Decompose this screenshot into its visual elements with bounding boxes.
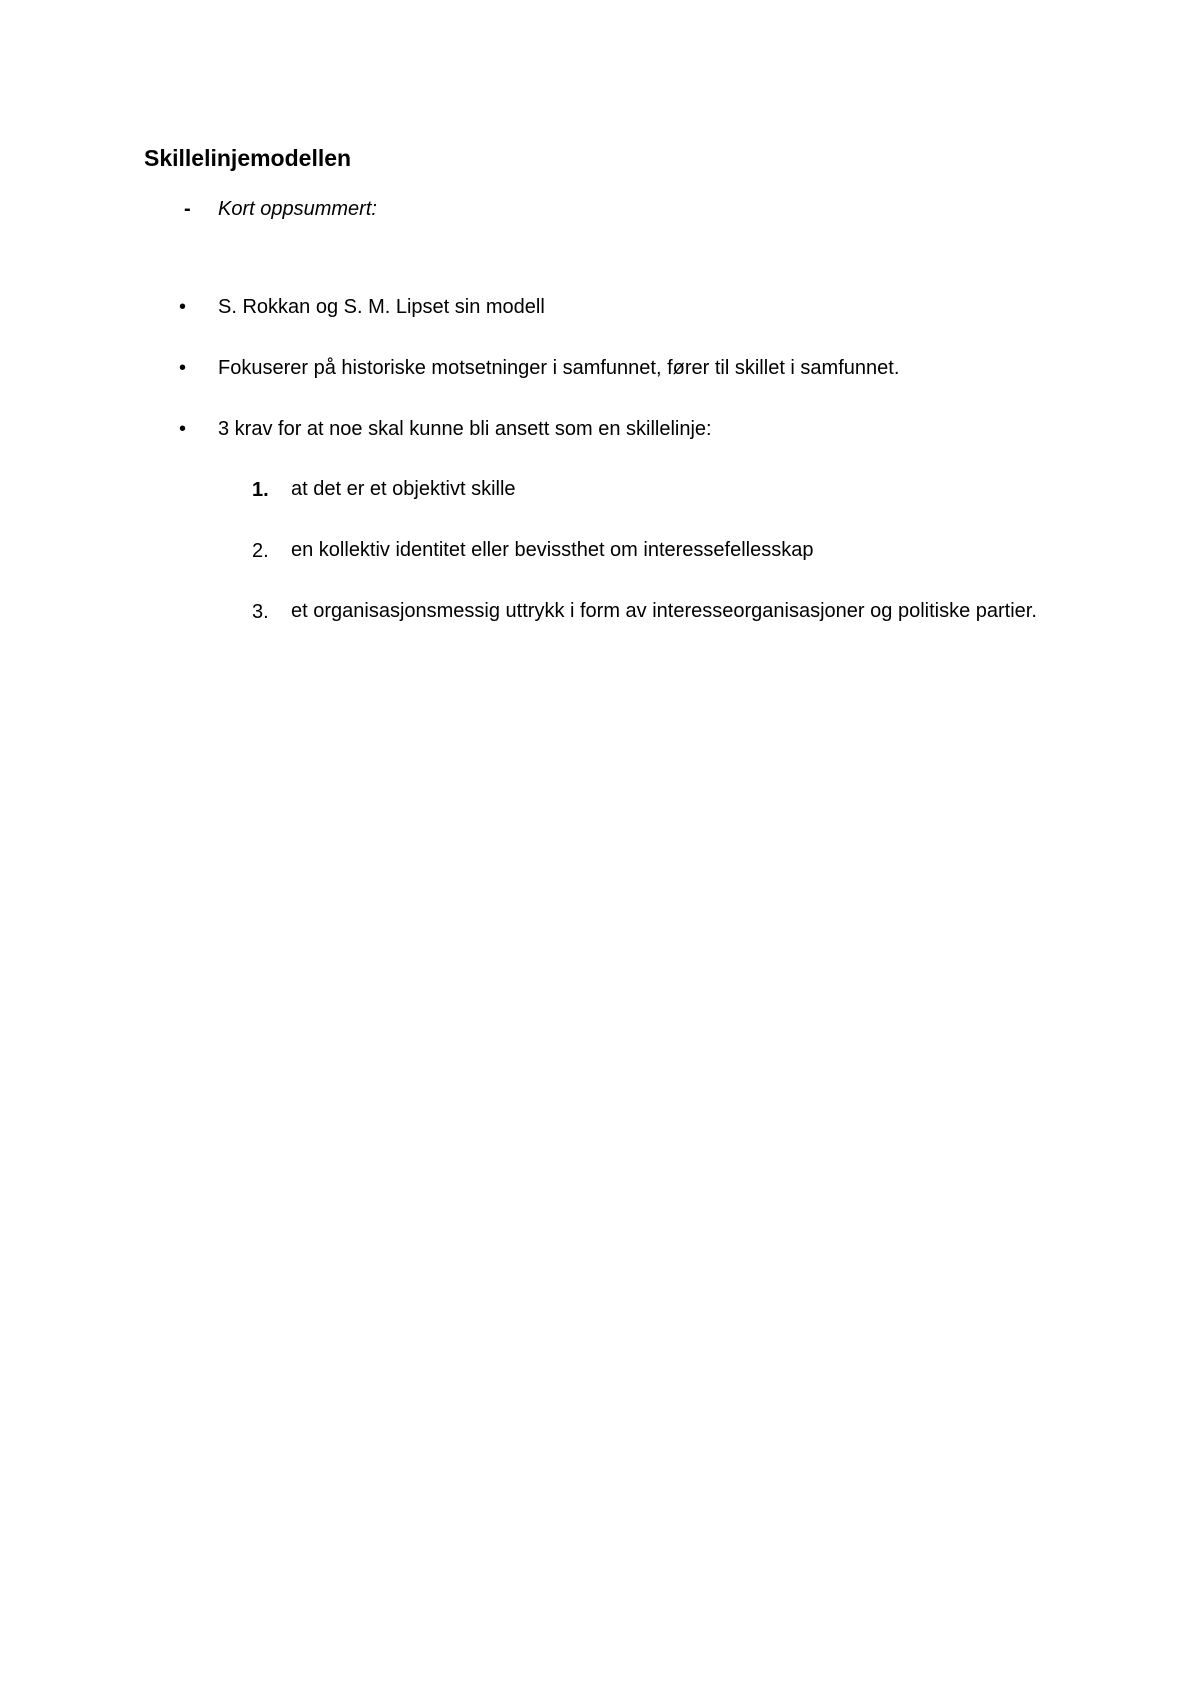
bullet-text: S. Rokkan og S. M. Lipset sin modell (218, 296, 545, 318)
bullet-marker: • (179, 418, 187, 440)
numbered-text: et organisasjonsmessig uttrykk i form av interesseorganisasjoner og politiske partier. (291, 600, 1037, 622)
numbered-text: en kollektiv identitet eller bevissthet om interessefellesskap (291, 539, 814, 561)
bullet-marker: • (179, 357, 187, 379)
dash-marker: - (184, 198, 191, 220)
dash-item-text: Kort oppsummert: (218, 198, 377, 220)
numbered-text: at det er et objektivt skille (291, 478, 516, 500)
number-marker: 1. (252, 479, 269, 501)
number-marker: 3. (252, 601, 269, 623)
bullet-text: 3 krav for at noe skal kunne bli ansett som en skillelinje: (218, 418, 712, 440)
bullet-marker: • (179, 296, 187, 318)
number-marker: 2. (252, 540, 269, 562)
bullet-text: Fokuserer på historiske motsetninger i samfunnet, fører til skillet i samfunnet. (218, 357, 900, 379)
document-heading: Skillelinjemodellen (144, 145, 352, 171)
